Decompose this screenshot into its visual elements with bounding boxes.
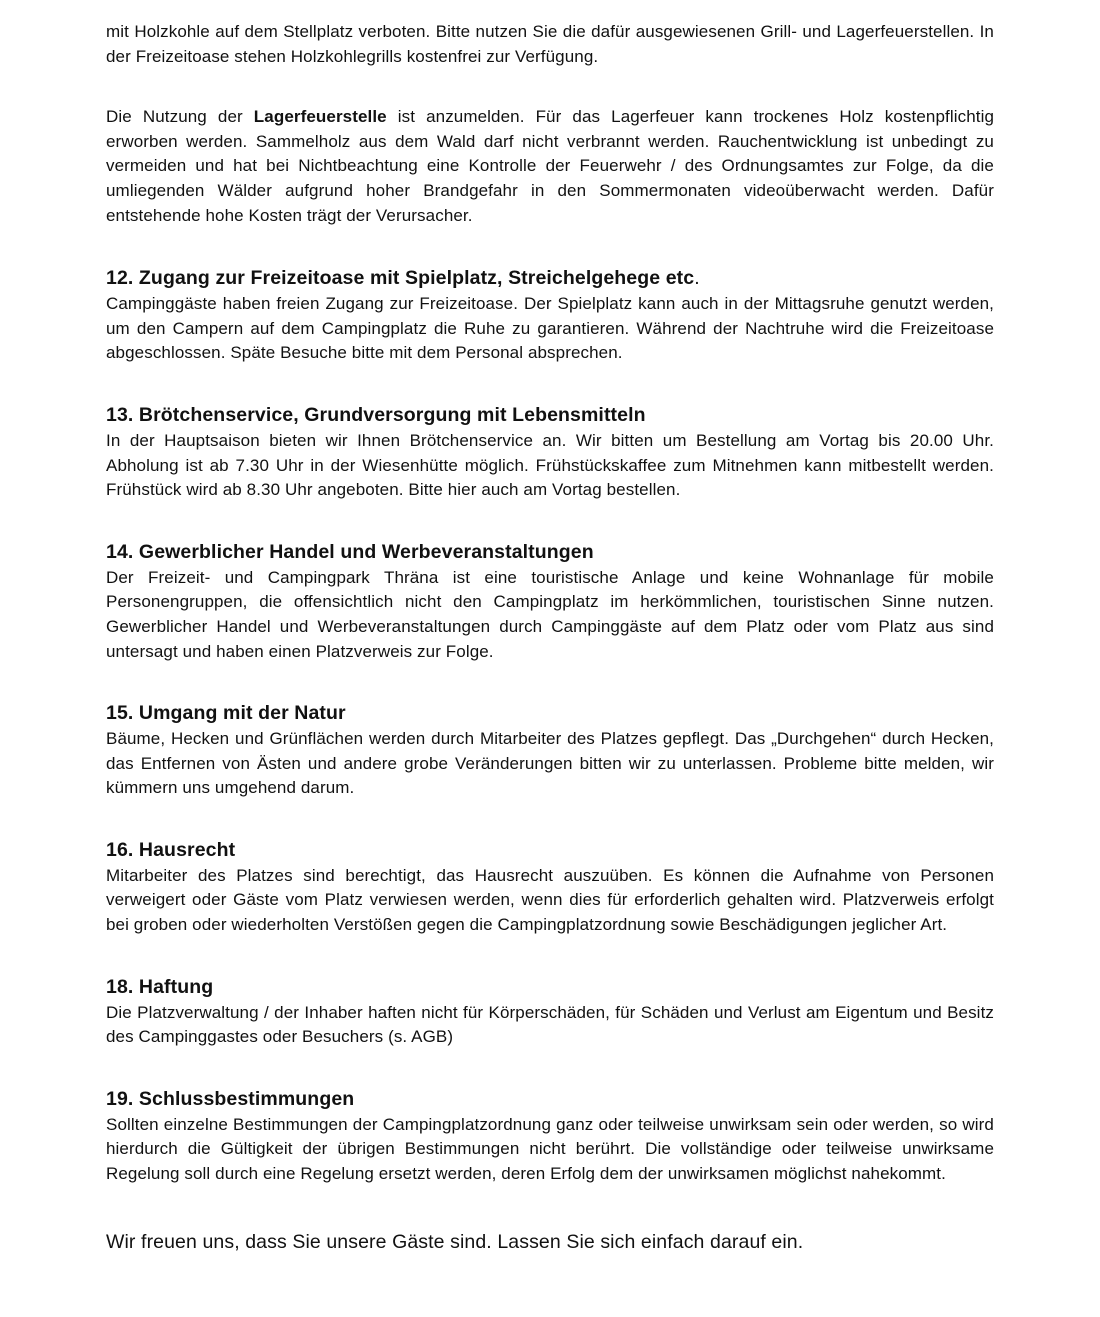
intro-paragraph-1: mit Holzkohle auf dem Stellplatz verboten. Bitte nutzen Sie die dafür ausgewiesenen Grill- und Lagerfeuerstellen. In der Freizeitoase stehen Holzkohlegrills kostenfrei zur Verfügung. xyxy=(106,22,994,66)
intro-paragraph-2 xyxy=(106,105,994,228)
section-heading: 16. Hausrecht xyxy=(106,838,236,861)
section-body: Bäume, Hecken und Grünflächen werden durch Mitarbeiter des Platzes gepflegt. Das „Durchgehen“ durch Hecken, das Entfernen von Ästen und andere grobe Veränderungen bitten wir zu unterlassen. Probleme bitte melden, wir kümmern uns umgehend darum. xyxy=(106,729,994,798)
section-18 xyxy=(106,974,994,1050)
section-heading xyxy=(106,265,994,291)
section-16 xyxy=(106,837,994,938)
document-page xyxy=(106,20,994,1255)
intro-paragraph-2-rest: ist anzumelden. Für das Lagerfeuer kann trockenes Holz kostenpflichtig erworben werden. Sammelholz aus dem Wald darf nicht verbrannt werden. Rauchentwicklung ist unbedingt zu vermeiden und hat bei Nichtbeachtung eine Kontrolle der Feuerwehr / des Ordnungsamtes zur Folge, da die umliegenden Wälder aufgrund hoher Brandgefahr in den Sommermonaten videoüberwacht werden. Dafür entstehende hohe Kosten trägt der Verursacher. xyxy=(106,107,994,225)
section-13 xyxy=(106,402,994,503)
section-heading: 19. Schlussbestimmungen xyxy=(106,1087,355,1110)
section-body: Der Freizeit- und Campingpark Thräna ist eine touristische Anlage und keine Wohnanlage für mobile Personengruppen, die offensichtlich nicht den Campingplatz im herkömmlichen, touristischen Sinne nutzen. Gewerblicher Handel und Werbeveranstaltungen durch Campinggäste auf dem Platz oder vom Platz aus sind untersagt und haben einen Platzverweis zur Folge. xyxy=(106,567,994,661)
intro-paragraph-2-start: Die Nutzung der xyxy=(106,107,254,127)
section-15 xyxy=(106,700,994,801)
closing-sentence: Wir freuen uns, dass Sie unsere Gäste sind. Lassen Sie sich einfach darauf ein. xyxy=(106,1230,804,1253)
section-14 xyxy=(106,539,994,664)
section-heading: 15. Umgang mit der Natur xyxy=(106,702,346,725)
section-body: Sollten einzelne Bestimmungen der Campingplatzordnung ganz oder teilweise unwirksam sein oder werden, so wird hierdurch die Gültigkeit der übrigen Bestimmungen nicht berührt. Die vollständige oder teilweise unwirksame Regelung soll durch eine Regelung ersetzt werden, deren Erfolg dem der unwirksamen möglichst nahekommt. xyxy=(106,1114,994,1184)
section-body: Campinggäste haben freien Zugang zur Freizeitoase. Der Spielplatz kann auch in der Mittagsruhe genutzt werden, um den Campern auf dem Campingplatz die Ruhe zu garantieren. Während der Nachtruhe wird die Freizeitoase abgeschlossen. Späte Besuche bitte mit dem Personal absprechen. xyxy=(106,294,994,363)
section-heading: 14. Gewerblicher Handel und Werbeveranstaltungen xyxy=(106,540,594,563)
section-body: In der Hauptsaison bieten wir Ihnen Brötchenservice an. Wir bitten um Bestellung am Vortag bis 20.00 Uhr. Abholung ist ab 7.30 Uhr in der Wiesenhütte möglich. Frühstückskaffee zum Mitnehmen kann mitbestellt werden. Frühstück wird ab 8.30 Uhr angeboten. Bitte hier auch am Vortag bestellen. xyxy=(106,430,994,500)
section-heading: 13. Brötchenservice, Grundversorgung mit Lebensmitteln xyxy=(106,403,646,426)
section-heading-text: 12. Zugang zur Freizeitoase mit Spielplatz, Streichelgehege etc xyxy=(106,267,695,290)
section-body: Die Platzverwaltung / der Inhaber haften nicht für Körperschäden, für Schäden und Verlust am Eigentum und Besitz des Campinggastes oder Besuchers (s. AGB) xyxy=(106,1002,994,1047)
section-12 xyxy=(106,265,994,366)
bold-term-lagerfeuerstelle: Lagerfeuerstelle xyxy=(253,107,387,127)
section-body: Mitarbeiter des Platzes sind berechtigt, das Hausrecht auszuüben. Es können die Aufnahme von Personen verweigert oder Gäste vom Platz verwiesen werden, wenn dies für erforderlich gehalten wird. Platzverweis erfolgt bei groben oder wiederholten Verstößen gegen die Campingplatzordnung sowie Beschädigungen jeglicher Art. xyxy=(106,865,994,935)
section-heading-period: . xyxy=(694,267,700,290)
section-heading: 18. Haftung xyxy=(106,975,214,998)
section-19 xyxy=(106,1086,994,1187)
